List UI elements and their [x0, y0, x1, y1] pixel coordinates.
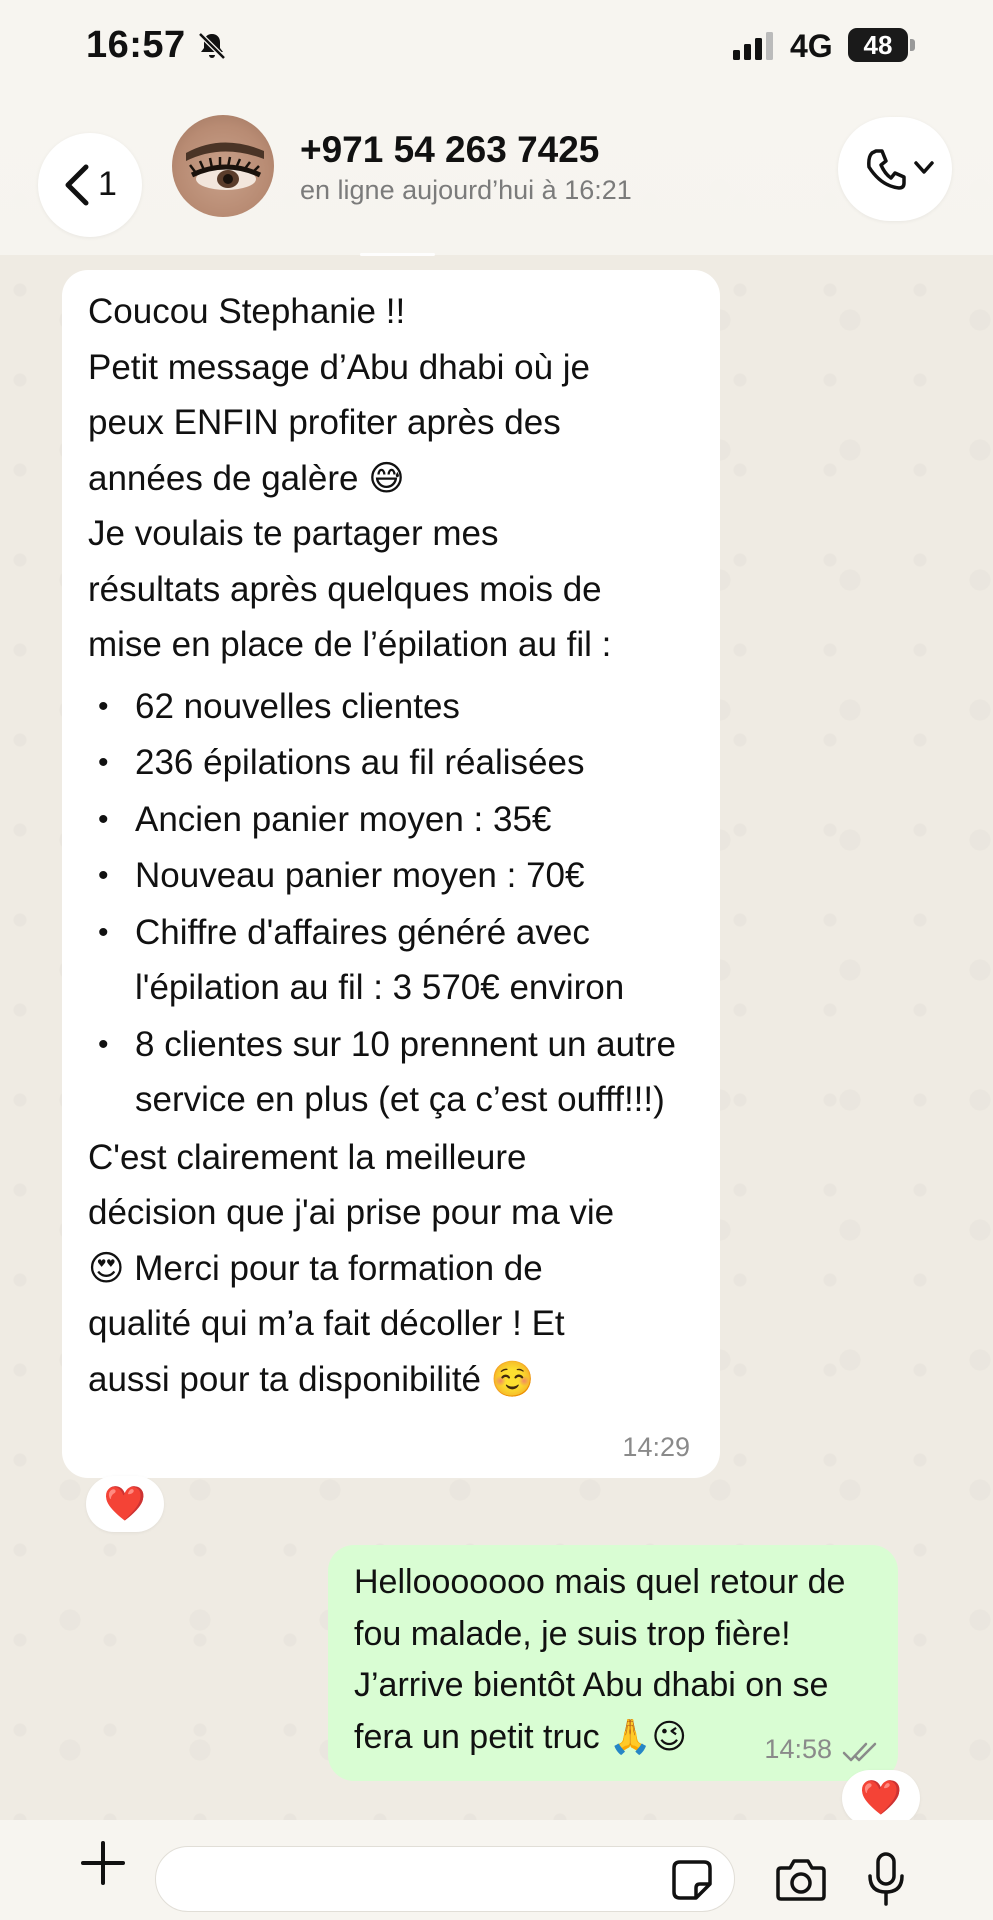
- message-body: [354, 1557, 874, 1763]
- call-button[interactable]: [838, 117, 952, 221]
- list-item: • Ancien panier moyen : 35€: [88, 792, 694, 848]
- sticker-icon[interactable]: [670, 1858, 714, 1902]
- battery-tip: [910, 39, 915, 51]
- signal-icon: [733, 32, 777, 60]
- list-item: • 62 nouvelles clientes: [88, 679, 694, 735]
- unread-count: 1: [98, 165, 117, 203]
- results-list: [88, 679, 694, 1128]
- heart-reaction[interactable]: ❤️: [86, 1476, 164, 1532]
- list-item: • 8 clientes sur 10 prennent un autre service en plus (et ça c’est oufff!!!): [88, 1017, 694, 1128]
- message-line: aussi pour ta disponibilité ☺️: [88, 1359, 535, 1399]
- message-line: résultats après quelques mois de: [88, 569, 602, 609]
- message-line: 😍 Merci pour ta formation de: [88, 1248, 543, 1288]
- back-button[interactable]: [38, 133, 142, 237]
- chevron-left-icon: [60, 163, 92, 207]
- microphone-icon[interactable]: [866, 1852, 906, 1906]
- phone-icon: [862, 145, 910, 193]
- message-timestamp: 14:58: [764, 1734, 832, 1764]
- list-item: • 236 épilations au fil réalisées: [88, 735, 694, 791]
- message-line: J’arrive bientôt Abu dhabi on se: [354, 1666, 829, 1704]
- camera-icon[interactable]: [775, 1856, 827, 1902]
- outgoing-message-bubble[interactable]: [328, 1545, 898, 1781]
- bell-muted-icon: [196, 30, 228, 62]
- message-line: qualité qui m’a fait décoller ! Et: [88, 1304, 565, 1343]
- avatar-image: [172, 115, 274, 217]
- message-line: peux ENFIN profiter après des: [88, 403, 561, 442]
- chevron-down-icon: [914, 161, 934, 175]
- chat-header: [0, 95, 993, 255]
- status-time: 16:57: [86, 24, 186, 66]
- message-line: Je voulais te partager mes: [88, 514, 499, 553]
- avatar[interactable]: [172, 115, 274, 217]
- list-item: • Chiffre d'affaires généré avec l'épilation au fil : 3 570€ environ: [88, 905, 694, 1016]
- message-outro: [88, 1130, 694, 1408]
- message-line: C'est clairement la meilleure: [88, 1137, 527, 1177]
- incoming-message-bubble[interactable]: [62, 270, 720, 1478]
- message-line: Petit message d’Abu dhabi où je: [88, 347, 590, 387]
- message-timestamp: 14:29: [622, 1432, 690, 1462]
- message-line: mise en place de l’épilation au fil :: [88, 625, 612, 664]
- message-line: décision que j'ai prise pour ma vie: [88, 1193, 615, 1232]
- battery-indicator: 48: [848, 28, 908, 62]
- header-divider: [360, 253, 435, 256]
- message-line: fera un petit truc 🙏😉: [354, 1717, 687, 1756]
- heart-reaction[interactable]: ❤️: [842, 1770, 920, 1826]
- list-item: • Nouveau panier moyen : 70€: [88, 848, 694, 904]
- message-line: Hellooooooo mais quel retour de: [354, 1563, 846, 1601]
- message-line: Coucou Stephanie !!: [88, 292, 406, 331]
- contact-name[interactable]: +971 54 263 7425: [300, 129, 600, 170]
- double-check-icon: [842, 1741, 878, 1763]
- message-intro: [88, 284, 694, 673]
- message-input-bar: [0, 1820, 993, 1920]
- message-input[interactable]: [155, 1846, 735, 1912]
- plus-icon[interactable]: [80, 1840, 126, 1886]
- message-line: années de galère 😅: [88, 458, 405, 498]
- message-line: fou malade, je suis trop fière!: [354, 1614, 791, 1653]
- network-type: 4G: [790, 28, 833, 64]
- status-bar: [0, 0, 993, 95]
- contact-last-seen: en ligne aujourd’hui à 16:21: [300, 175, 632, 205]
